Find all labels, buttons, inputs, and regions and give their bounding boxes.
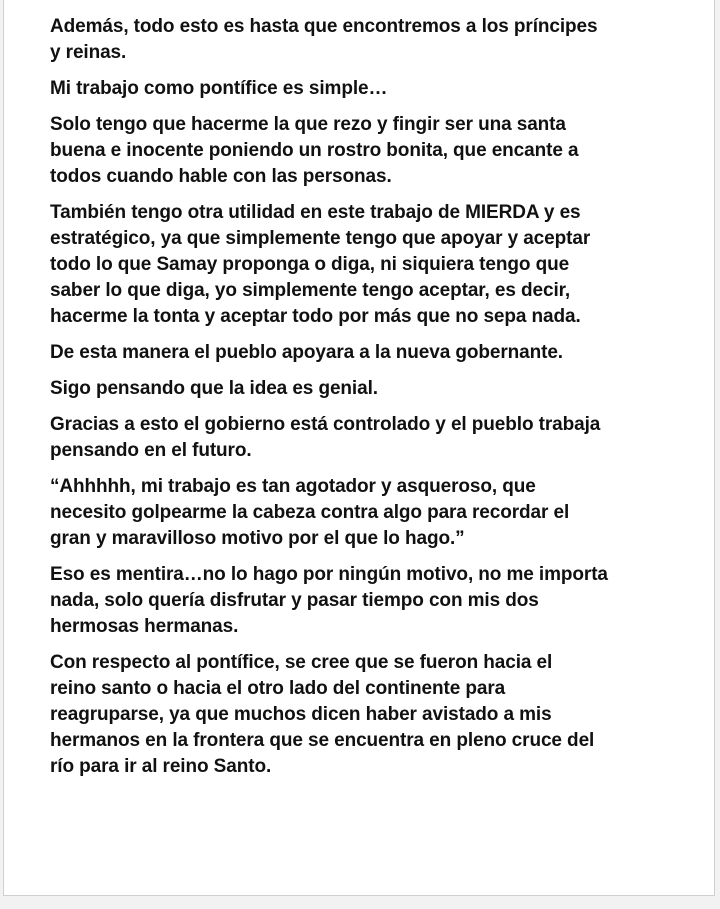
text-line: Sigo pensando que la idea es genial.: [50, 378, 378, 399]
paragraph: [50, 112, 690, 190]
text-line: También tengo otra utilidad en este trabajo de MIERDA y es: [50, 202, 581, 223]
text-line: Además, todo esto es hasta que encontremos a los príncipes: [50, 16, 598, 37]
text-line: pensando en el futuro.: [50, 440, 252, 461]
paragraph: [50, 376, 690, 402]
document-body: [50, 14, 690, 790]
text-line: saber lo que diga, yo simplemente tengo aceptar, es decir,: [50, 280, 571, 301]
text-line: río para ir al reino Santo.: [50, 756, 272, 777]
paragraph: [50, 14, 690, 66]
text-line: necesito golpearme la cabeza contra algo para recordar el: [50, 502, 570, 523]
text-line: reino santo o hacia el otro lado del continente para: [50, 678, 506, 699]
paragraph: [50, 474, 690, 552]
paragraph: [50, 562, 690, 640]
text-line: Mi trabajo como pontífice es simple…: [50, 78, 388, 99]
text-line: De esta manera el pueblo apoyara a la nueva gobernante.: [50, 342, 563, 363]
paragraph: [50, 200, 690, 330]
text-line: nada, solo quería disfrutar y pasar tiempo con mis dos: [50, 590, 539, 611]
paragraph: [50, 650, 690, 780]
text-line: Solo tengo que hacerme la que rezo y fingir ser una santa: [50, 114, 566, 135]
text-line: todos cuando hable con las personas.: [50, 166, 392, 187]
text-line: estratégico, ya que simplemente tengo que apoyar y aceptar: [50, 228, 591, 249]
text-line: y reinas.: [50, 42, 127, 63]
paragraph: [50, 76, 690, 102]
paragraph: [50, 412, 690, 464]
text-line: buena e inocente poniendo un rostro bonita, que encante a: [50, 140, 579, 161]
text-line: Eso es mentira…no lo hago por ningún motivo, no me importa: [50, 564, 608, 585]
text-line: Gracias a esto el gobierno está controlado y el pueblo trabaja: [50, 414, 601, 435]
paragraph: [50, 340, 690, 366]
text-line: hermanos en la frontera que se encuentra en pleno cruce del: [50, 730, 595, 751]
document-page: [3, 0, 715, 896]
text-line: hacerme la tonta y aceptar todo por más que no sepa nada.: [50, 306, 581, 327]
text-line: todo lo que Samay proponga o diga, ni siquiera tengo que: [50, 254, 570, 275]
text-line: Con respecto al pontífice, se cree que se fueron hacia el: [50, 652, 553, 673]
text-line: reagruparse, ya que muchos dicen haber avistado a mis: [50, 704, 552, 725]
text-line: gran y maravilloso motivo por el que lo hago.”: [50, 528, 465, 549]
text-line: hermosas hermanas.: [50, 616, 239, 637]
text-line: “Ahhhhh, mi trabajo es tan agotador y asqueroso, que: [50, 476, 536, 497]
